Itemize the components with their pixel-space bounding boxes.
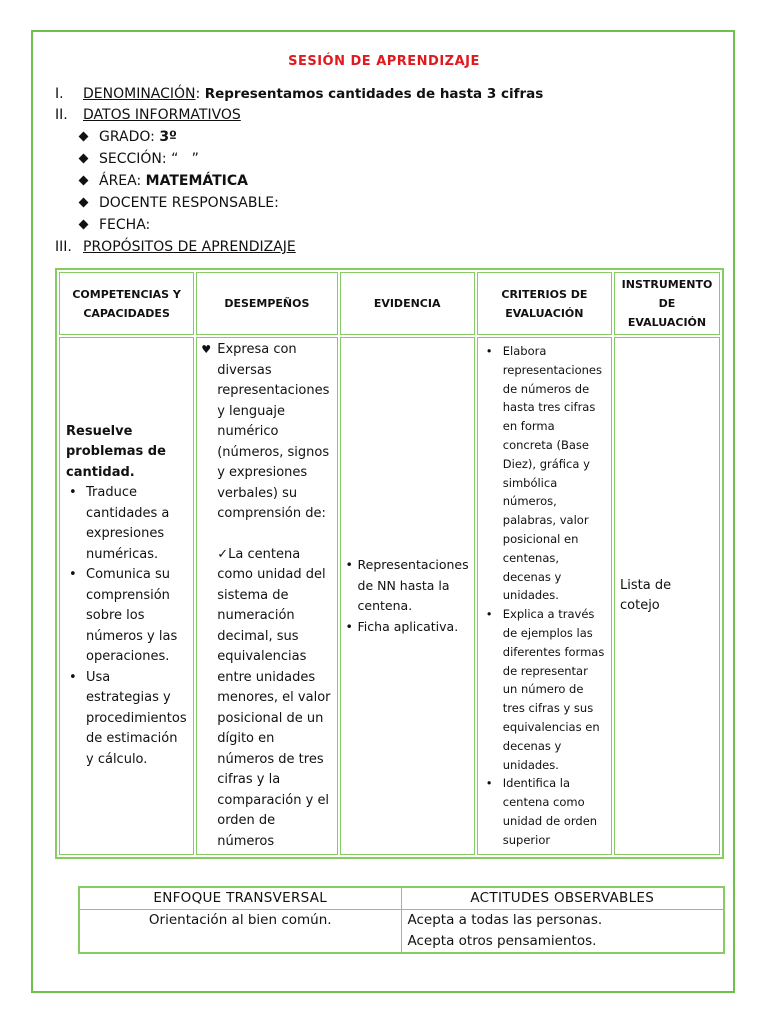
grado-value: 3º: [159, 129, 177, 145]
list-item: • Representaciones de NN hasta la centena.: [358, 555, 471, 617]
desempeno-intro: [201, 340, 332, 525]
check-icon: ✓: [217, 546, 229, 562]
header-criterios: CRITERIOS DE EVALUACIÓN: [477, 272, 612, 335]
header-actitudes: ACTITUDES OBSERVABLES: [401, 887, 724, 910]
section-number: III.: [55, 239, 72, 255]
fecha-label: FECHA:: [99, 217, 151, 233]
propositos-table: [55, 268, 724, 859]
evidencia-cell: [340, 337, 475, 855]
criterios-list: [483, 342, 606, 850]
grado-label: GRADO: [99, 129, 151, 145]
area-value: MATEMÁTICA: [145, 173, 248, 189]
list-item: • Explica a través de ejemplos las diferentes formas de representar un número de tres cifras y sus equivalencias en decenas y unidades.: [503, 605, 606, 774]
docente-item: [80, 195, 279, 211]
list-item: • Comunica su comprensión sobre los números y las operaciones.: [86, 565, 187, 668]
evidencia-list: [344, 555, 471, 637]
diamond-bullet-icon: [79, 132, 89, 142]
list-item: • Ficha aplicativa.: [358, 617, 471, 638]
competencias-cell: [59, 337, 194, 855]
list-item: • Usa estrategias y procedimientos de estimación y cálculo.: [86, 668, 187, 771]
instrumento-cell: Lista de cotejo: [614, 337, 720, 855]
competencia-title: Resuelve problemas de cantidad.: [66, 423, 166, 480]
section-propositos: [55, 239, 296, 255]
header-evidencia: EVIDENCIA: [340, 272, 475, 335]
list-item: • Traduce cantidades a expresiones numéricas.: [86, 483, 187, 565]
diamond-bullet-icon: [79, 198, 89, 208]
heart-icon: ♥: [201, 343, 212, 356]
fecha-item: [80, 217, 150, 233]
enfoque-header-row: [79, 887, 724, 910]
enfoque-table: [78, 886, 725, 954]
list-item: Acepta a todas las personas.: [407, 912, 603, 928]
header-desempenos: DESEMPEÑOS: [196, 272, 337, 335]
header-enfoque: ENFOQUE TRANSVERSAL: [79, 887, 401, 910]
colon: :: [195, 86, 201, 102]
area-item: [80, 173, 248, 189]
list-item: • Identifica la centena como unidad de orden superior: [503, 774, 606, 849]
denominacion-value: Representamos cantidades de hasta 3 cifras: [204, 86, 544, 102]
diamond-bullet-icon: [79, 154, 89, 164]
header-competencias: COMPETENCIAS Y CAPACIDADES: [59, 272, 194, 335]
document-title: SESIÓN DE APRENDIZAJE: [288, 54, 480, 69]
table-row: [59, 337, 720, 855]
seccion-label: SECCIÓN: [99, 151, 162, 167]
desempenos-cell: [196, 337, 337, 855]
section-label: PROPÓSITOS DE APRENDIZAJE: [83, 239, 296, 255]
actitudes-cell: [401, 910, 724, 954]
desempeno-check: [201, 545, 332, 853]
seccion-item: [80, 151, 199, 167]
grado-item: [80, 129, 177, 145]
header-instrumento: INSTRUMENTO DE EVALUACIÓN: [614, 272, 720, 335]
section-number: II.: [55, 107, 68, 123]
diamond-bullet-icon: [79, 220, 89, 230]
area-label: ÁREA: [99, 173, 137, 189]
section-denominacion: [55, 86, 543, 102]
docente-label: DOCENTE RESPONSABLE:: [99, 195, 279, 211]
table-header-row: [59, 272, 720, 335]
diamond-bullet-icon: [79, 176, 89, 186]
desempeno-intro-text: Expresa con diversas representaciones y lenguaje numérico (números, signos y expresiones verbales) su comprensión de:: [217, 342, 330, 521]
desempeno-check-text: La centena como unidad del sistema de numeración decimal, sus equivalencias entre unidades menores, el valor posicional de un dígito en números de tres cifras y la comparación y el orden de números: [217, 546, 331, 849]
list-item: Acepta otros pensamientos.: [407, 933, 597, 949]
seccion-value: : “ ”: [161, 151, 199, 167]
table-row: [79, 910, 724, 954]
colon: :: [150, 129, 155, 145]
section-datos: [55, 107, 241, 123]
capacidades-list: [66, 483, 187, 770]
enfoque-value: Orientación al bien común.: [79, 910, 401, 954]
section-label: DATOS INFORMATIVOS: [83, 107, 241, 123]
section-label: DENOMINACIÓN: [83, 86, 196, 102]
criterios-cell: [477, 337, 612, 855]
list-item: • Elabora representaciones de números de hasta tres cifras en forma concreta (Base Diez), gráfica y simbólica números, palabras, valor posicional en centenas, decenas y unidades.: [503, 342, 606, 605]
colon: :: [136, 173, 142, 189]
section-number: I.: [55, 86, 64, 102]
